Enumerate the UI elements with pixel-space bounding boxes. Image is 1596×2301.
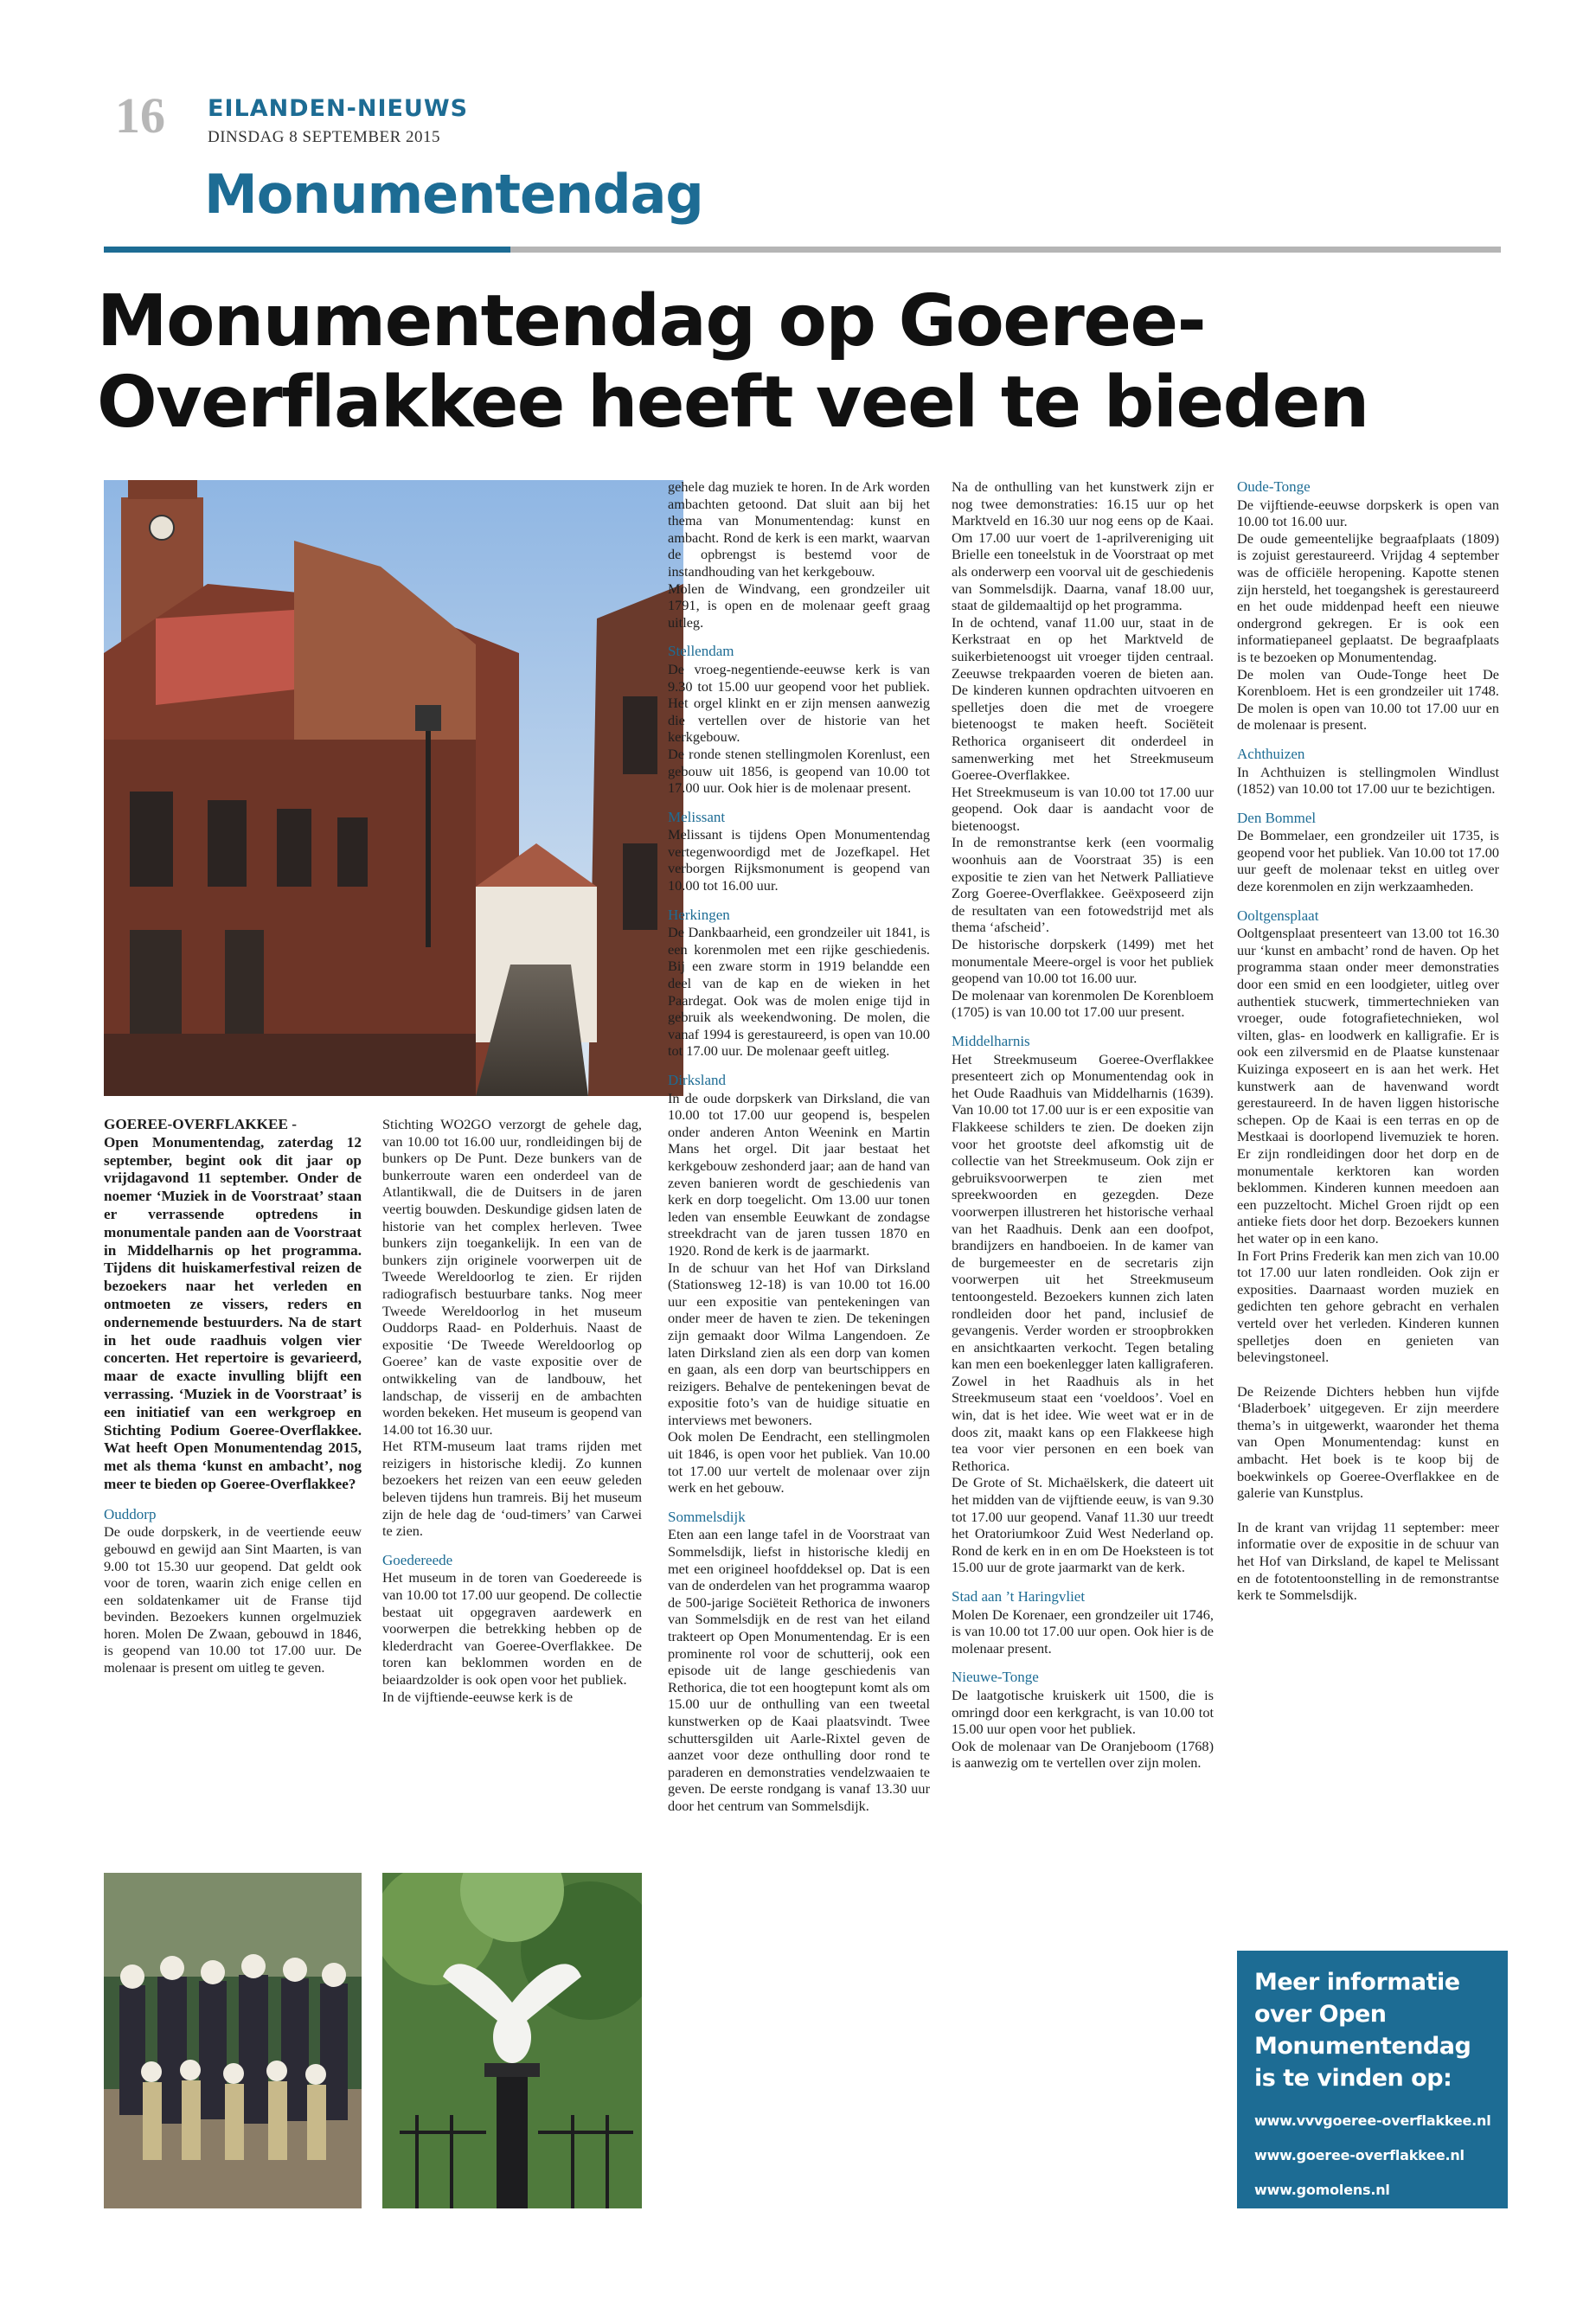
paragraph-ark: gehele dag muziek te horen. In de Ark worden ambachten getoond. Dat sluit aan bij het thema van Monumentendag: kunst en ambacht. Rond de kerk is een markt, waarvan de opbrengst is bestemd voor de instandhouding van het kerkgebouw. (668, 478, 930, 580)
paragraph-dirksland-2: In de schuur van het Hof van Dirksland (Stationsweg 12-18) is van 10.00 tot 16.00 uur een expositie van pentekeningen van onder meer de haven te zien. De tekeningen zijn gemaakt door Wilma Langendoen. Ze laten Dirksland zien als een dorp van komen en gaan, als een dorp van beurtschippers en reizigers. Behalve de pentekeningen bevat de expositie foto’s van de huidige situatie en interviews met bewoners. (668, 1259, 930, 1428)
paragraph-oude-tonge-3: De molen van Oude-Tonge heet De Korenbloem. Het is een grondzeiler uit 1748. De molen is open van 10.00 tot 17.00 uur en de molenaar is present. (1237, 665, 1499, 734)
paragraph-michaelskerk: De Grote of St. Michaëlskerk, die dateert uit het midden van de vijftiende eeuw, is van 9.30 tot 17.00 uur geopend. Vanaf 11.30 uur treedt het Oratoriumkoor Zuid West Nederland op. Rond de kerk en in en om De Hoeksteen is tot 15.00 uur de grote jaarmarkt van de kerk. (952, 1474, 1214, 1576)
paragraph-dirksland-1: In de oude dorpskerk van Dirksland, die van 10.00 tot 17.00 uur geopend is, bespelen onder anderen Anton Weenink en Martin Mans het orgel. Dit jaar bestaat het kerkgebouw zeshonderd jaar; aan de hand van zeven banieren wordt de geschiedenis van kerk en dorp toegelicht. Om 13.00 uur tonen leden van ensemble Eeuwkant de zondagse streekdracht van de jaren tussen 1870 en 1920. Rond de kerk is de jaarmarkt. (668, 1089, 930, 1259)
newspaper-name: EILANDEN-NIEUWS (208, 95, 469, 122)
paragraph-den-bommel: De Bommelaer, een grondzeiler uit 1735, is geopend voor het publiek. Van 10.00 tot 17.00 uur geeft de molenaar tekst en uitleg over deze korenmolen en zijn werkzaamheden. (1237, 827, 1499, 895)
paragraph-krant-vrijdag: In de krant van vrijdag 11 september: meer informatie over de expositie in de schuur van het Hof van Dirksland, de kapel te Melissant en de fototentoonstelling in de remonstrantse kerk te Sommelsdijk. (1237, 1518, 1499, 1604)
paragraph-stellendam-1: De vroeg-negentiende-eeuwse kerk is van 9.30 tot 15.00 uur geopend voor het publiek. Het orgel klinkt en er zijn mensen aanwezig die vertellen over de historie van het kerkgebouw. (668, 660, 930, 746)
costume-photo-image (104, 1873, 362, 2208)
column-5 (1237, 478, 1499, 1604)
section-rule-accent (104, 247, 510, 253)
paragraph-ooltgensplaat-2: In Fort Prins Frederik kan men zich van 10.00 tot 17.00 uur laten rondleiden. Ook zijn er exposities. Daarnaast worden muziek en gedichten ten gehore gebracht en verhalen verteld over het verleden. Kinderen kunnen spelletjes doen en genieten van belevingstoneel. (1237, 1247, 1499, 1366)
paragraph-nieuwe-tonge-1: De laatgotische kruiskerk uit 1500, die is omringd door een kerkgracht, is van 10.00 tot 15.00 uur open voor het publiek. (952, 1686, 1214, 1738)
paragraph-dorpskerk: De historische dorpskerk (1499) met het monumentale Meere-orgel is voor het publiek geopend van 10.00 tot 16.00 uur. (952, 936, 1214, 987)
town-heading-herkingen: Herkingen (668, 906, 730, 923)
paragraph-nieuwe-tonge-2: Ook de molenaar van De Oranjeboom (1768) is aanwezig om te vertellen over zijn molen. (952, 1737, 1214, 1772)
info-link-vvv[interactable]: www.vvvgoeree-overflakkee.nl (1254, 2112, 1491, 2129)
paragraph-goedereede-continued: In de vijftiende-eeuwse kerk is de (382, 1688, 574, 1705)
intro-paragraph: Open Monumentendag, zaterdag 12 september, begint ook dit jaar op vrijdagavond 11 september. Onder de noemer ‘Muziek in de Voorstraat’ staan er verrassende optredens in monumentale panden aan de Voorstraat in Middelharnis op het programma. Tijdens dit huiskamerfestival reizen de bezoekers naar het verleden en ontmoeten ze vissers, reders en ondernemende bestuurders. Na de start in het oude raadhuis volgen vier concerten. Het repertoire is gevarieerd, maar de exacte invulling blijft een verrassing. ‘Muziek in de Voorstraat’ is een initiatief van een werkgroep en Stichting Podium Goeree-Overflakkee. Wat heeft Open Monumentendag 2015, met als thema ‘kunst en ambacht’, nog meer te bieden op Goeree-Overflakkee? (104, 1133, 362, 1492)
paragraph-dirksland-3: Ook molen De Eendracht, een stellingmolen uit 1846, is open voor het publiek. Van 10.00 tot 17.00 uur vertelt de molenaar over zijn werk en het gebouw. (668, 1428, 930, 1497)
town-heading-ooltgensplaat: Ooltgensplaat (1237, 907, 1319, 924)
intro-dateline: GOEREE-OVERFLAKKEE - (104, 1116, 297, 1132)
sculpture-photo (382, 1873, 642, 2208)
sculpture-photo-image (382, 1873, 642, 2208)
town-heading-goedereede: Goedereede (382, 1551, 453, 1568)
town-heading-oude-tonge: Oude-Tonge (1237, 478, 1311, 495)
paragraph-rtm-museum: Het RTM-museum laat trams rijden met reizigers in historische kledij. Zo kunnen bezoekers het reizen van een eeuw geleden beleven tijdens hun tramreis. Bij het museum zijn de hele dag de ‘oud-timers’ van Carwei te zien. (382, 1438, 642, 1540)
column-3 (668, 478, 930, 1815)
town-heading-den-bommel: Den Bommel (1237, 809, 1317, 826)
town-heading-achthuizen: Achthuizen (1237, 745, 1305, 762)
paragraph-oude-tonge-1: De vijftiende-eeuwse dorpskerk is open van 10.00 tot 16.00 uur. (1237, 496, 1499, 530)
info-link-goeree-overflakkee[interactable]: www.goeree-overflakkee.nl (1254, 2147, 1465, 2163)
town-heading-melissant: Melissant (668, 808, 726, 825)
paragraph-streekmuseum: Het Streekmuseum is van 10.00 tot 17.00 uur geopend. Ook daar is aandacht voor de bietenoogst. (952, 783, 1214, 834)
town-heading-dirksland: Dirksland (668, 1072, 727, 1088)
column-1 (104, 1116, 362, 1676)
paragraph-ooltgensplaat-1: Ooltgensplaat presenteert van 13.00 tot 16.30 uur ‘kunst en ambacht’ rond de haven. Op het programma staan onder meer demonstraties door een smid en een loodgieter, uitleg over authentiek stucwerk, timmertechnieken van vroeger, oude fotografietechnieken, wol vilten, glas- en loodwerk en kalligrafie. Er is ook een zilversmid en de Plaatse kunstenaar Kuizinga exposeert en is aan het werk. Het kunstwerk aan de havenwand wordt gerestaureerd. In de haven liggen historische schepen. Op de Kaai is een terras en op de Mestkaai is doorlopend livemuziek te horen. Er zijn rondleidingen door het dorp en de monumentale kerktoren kan worden beklommen. Kinderen kunnen meedoen aan een puzzeltocht. Michel Groen rijdt op een antieke fiets door het dorp. Bezoekers kunnen het water op in een kano. (1237, 925, 1499, 1247)
paragraph-bietenoogst: In de ochtend, vanaf 11.00 uur, staat in de Kerkstraat en op het Marktveld de suikerbietenoogst uit vroeger tijden centraal. Zeeuwse trekpaarden voeren de bieten aan. De kinderen kunnen opdrachten uitvoeren en spelletjes doen die met de vroegere bietenoogst te maken heeft. Sociëteit Rethorica organiseert dit onderdeel in samenwerking met het Streekmuseum Goeree-Overflakkee. (952, 613, 1214, 784)
paragraph-achthuizen: In Achthuizen is stellingmolen Windlust (1852) van 10.00 tot 17.00 uur te bezichtigen. (1237, 763, 1499, 798)
paragraph-oude-tonge-2: De oude gemeentelijke begraafplaats (1809) is zojuist gerestaureerd. Vrijdag 4 september was de officiële heropening. Kapotte stenen zijn hersteld, het toegangshek is gerestaureerd en het oude middenpad heeft een nieuwe ondergrond gekregen. Er is ook een informatiepaneel geplaatst. De begraafplaats is te bezoeken op Monumentendag. (1237, 529, 1499, 665)
issue-date: DINSDAG 8 SEPTEMBER 2015 (208, 128, 441, 146)
paragraph-onthulling: Na de onthulling van het kunstwerk zijn er nog twee demonstraties: 16.15 uur op het Marktveld en 16.30 uur nog eens op de Kaai. Om 17.00 uur voert de 1-aprilvereniging uit Brielle een toneelstuk in de Voorstraat op met als onderwerp een voorval uit de geschiedenis van Sommelsdijk. Daarna, vanaf 18.00 uur, staat de gildemaaltijd op het programma. (952, 478, 1214, 614)
paragraph-reizende-dichters: De Reizende Dichters hebben hun vijfde ‘Bladerboek’ uitgegeven. Er zijn meerdere thema’s in uitgewerkt, waaronder het thema van Open Monumentendag: kunst en ambacht. Het boek is te koop bij de boekwinkels op Goeree-Overflakkee en de galerie van Kunstplus. (1237, 1382, 1499, 1502)
town-heading-middelharnis: Middelharnis (952, 1033, 1030, 1049)
info-link-gomolens[interactable]: www.gomolens.nl (1254, 2182, 1390, 2198)
town-heading-haringvliet: Stad aan ’t Haringvliet (952, 1588, 1086, 1605)
info-box (1237, 1951, 1508, 2208)
paragraph-wo2go: Stichting WO2GO verzorgt de gehele dag, van 10.00 tot 16.00 uur, rondleidingen bij de bunkers op De Punt. Deze bunkers van de bunkerroute waren een onderdeel van de Atlantikwall, die de Duitsers in de jaren veertig bouwden. Deskundige gidsen laten de historie van het complex herleven. Twee bunkers zijn toegankelijk. In een van de bunkers zijn originele voorwerpen uit de Tweede Wereldoorlog te zien. Er rijden radiografisch bestuurbare tanks. Nog meer Tweede Wereldoorlog in het museum Ouddorps Raad- en Polderhuis. Naast de expositie ‘De Tweede Wereldoorlog op Goeree’ kan de vaste expositie over de ontwikkeling van de landbouw, het landschap, de visserij en de ambachten worden bekeken. Het museum is geopend van 14.00 tot 16.30 uur. (382, 1116, 642, 1438)
paragraph-stellendam-2: De ronde stenen stellingmolen Korenlust, een gebouw uit 1856, is geopend van 10.00 tot 17.00 uur. Ook hier is de molenaar present. (668, 745, 930, 797)
paragraph-windvang: Molen de Windvang, een grondzeiler uit 1791, is open en de molenaar geeft graag uitleg. (668, 580, 930, 631)
column-2 (382, 1116, 642, 1705)
paragraph-sommelsdijk: Eten aan een lange tafel in de Voorstraat van Sommelsdijk, liefst in historische kledij en met een origineel hoofddeksel op. Dat is een van de onderdelen van het programma waarop de 500-jarige Sociëteit Rethorica de inwoners van Sommelsdijk en de rest van het eiland trakteert op Open Monumentendag. Er is een prominente rol voor de schutterij, ook een episode uit de lange geschiedenis van Rethorica, die tot een hoogtepunt komt als om 15.00 uur de onthulling van een tweetal kunstwerken op de Kaai plaatsvindt. Twee schuttersgilden uit Aarle-Rixtel geven de aanzet voor deze onthulling door rond te paraderen en demonstraties vendelzwaaien te geven. De eerste rondgang is vanaf 13.30 uur door het centrum van Sommelsdijk. (668, 1526, 930, 1814)
paragraph-melissant: Melissant is tijdens Open Monumentendag vertegenwoordigd met de Jozefkapel. Het verborgen Rijksmonument is geopend van 10.00 tot 16.00 uur. (668, 826, 930, 894)
paragraph-remonstrantse-kerk: In de remonstrantse kerk (een voormalig woonhuis aan de Voorstraat 35) is een expositie te zien van het Netwerk Palliatieve Zorg Goeree-Overflakkee. Geëxposeerd zijn de resultaten van een fotowedstrijd met als thema ‘afscheid’. (952, 834, 1214, 936)
town-heading-sommelsdijk: Sommelsdijk (668, 1508, 746, 1525)
paragraph-herkingen: De Dankbaarheid, een grondzeiler uit 1841, is een korenmolen met een rijke geschiedenis. Bij een zware storm in 1919 belandde een deel van de kap en de wieken in het Paardegat. Ook was de molen enige tijd in gebruik als weekendwoning. De molen, die vanaf 1994 is gerestaureerd, is open van 10.00 tot 17.00 uur. De molenaar geeft uitleg. (668, 924, 930, 1060)
paragraph-haringvliet: Molen De Korenaer, een grondzeiler uit 1746, is van 10.00 tot 17.00 uur open. Ook hier is de molenaar present. (952, 1606, 1214, 1657)
town-heading-stellendam: Stellendam (668, 643, 734, 660)
page-number: 16 (115, 87, 165, 144)
costume-photo (104, 1873, 362, 2208)
info-box-title: Meer informatie over Open Monumentendag is te vinden op: (1254, 1969, 1471, 2092)
paragraph-goedereede: Het museum in de toren van Goedereede is van 10.00 tot 17.00 uur geopend. De collectie bestaat uit opgegraven aardewerk en voorwerpen die betrekking hebben op de klederdracht van Goeree-Overflakkee. De toren kan beklommen worden en de beiaardzolder is ook open voor het publiek. (382, 1569, 642, 1688)
paragraph-ouddorp: De oude dorpskerk, in de veertiende eeuw gebouwd en gewijd aan Sint Maarten, is van 9.00 tot 15.30 uur geopend. Dat geldt ook voor de toren, waarin zich enige cellen en een soldatenkamer uit de Franse tijd bevinden. Bezoekers kunnen orgelmuziek horen. Molen De Zwaan, gebouwd in 1846, is geopend van 10.00 tot 17.00 uur. De molenaar is present om uitleg te geven. (104, 1523, 362, 1676)
section-title: Monumentendag (204, 163, 703, 226)
article-headline: Monumentendag op Goeree-Overflakkee heeft veel te bieden (97, 280, 1368, 444)
town-heading-nieuwe-tonge: Nieuwe-Tonge (952, 1669, 1039, 1686)
paragraph-korenbloem: De molenaar van korenmolen De Korenbloem (1705) is van 10.00 tot 17.00 uur present. (952, 986, 1214, 1021)
paragraph-middelharnis: Het Streekmuseum Goeree-Overflakkee presenteert zich op Monumentendag ook in het Oude Raadhuis van Middelharnis (1639). Van 10.00 tot 17.00 uur is er een expositie van Flakkeese schilders te zien. De doeken zijn voor het grootste deel afkomstig uit de collectie van het Streekmuseum. Ook zijn er gebruiksvoorwerpen te zien met spreekwoorden en gezegden. Deze voorwerpen illustreren het historische verhaal van het Raadhuis. Denk aan een doofpot, brandijzers en handboeien. In de kamer van de burgemeester en de secretaris zijn voorwerpen uit het Streekmuseum tentoongesteld. Bezoekers kunnen zich laten rondleiden door het pand, inclusief de gevangenis. Verder worden er stroopbrokken en ansichtkaarten verkocht. Tegen betaling kan men een boekenlegger laten kalligraferen. Zowel in het Raadhuis als in het Streekmuseum staat een ‘voeldoos’. Voel en win, dat is het idee. Wie weet wat er in de doos zit, maakt kans op een Flakkeese high tea voor vier personen en een boek van Rethorica. (952, 1050, 1214, 1474)
street-photo-image (104, 480, 683, 1096)
column-4 (952, 478, 1214, 1772)
town-heading-ouddorp: Ouddorp (104, 1505, 157, 1522)
street-photo (104, 480, 683, 1096)
